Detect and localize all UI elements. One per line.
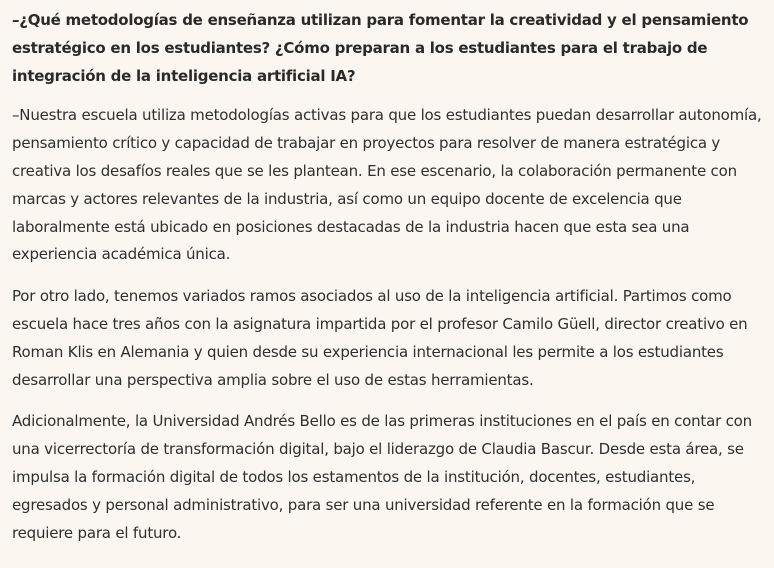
answer-paragraph-2: Por otro lado, tenemos variados ramos asociados al uso de la inteligencia artificial. Partimos como escuela hace tres años con la asignatura impartida por el profesor Camilo Güell, director creativo en Roman Klis en Alemania y quien desde su experiencia internacional les permite a los estudiantes desarrollar una perspectiva amplia sobre el uso de estas herramientas.	[12, 287, 748, 389]
answer-paragraph-1: –Nuestra escuela utiliza metodologías activas para que los estudiantes puedan desarrollar autonomía, pensamiento crítico y capacidad de trabajar en proyectos para resolver de manera estratégica y creativa los desafíos reales que se les plantean. En ese escenario, la colaboración permanente con marcas y actores relevantes de la industria, así como un equipo docente de excelencia que laboralmente está ubicado en posiciones destacadas de la industria hacen que esta sea una experiencia académica única.	[12, 106, 762, 264]
interview-question: –¿Qué metodologías de enseñanza utilizan para fomentar la creatividad y el pensamiento estratégico en los estudiantes? ¿Cómo preparan a los estudiantes para el trabajo de integración de la inteligencia artificial IA?	[12, 11, 749, 85]
answer-paragraph-3: Adicionalmente, la Universidad Andrés Bello es de las primeras instituciones en el país en contar con una vicerrectoría de transformación digital, bajo el liderazgo de Claudia Bascur. Desde esta área, se impulsa la formación digital de todos los estamentos de la institución, docentes, estudiantes, egresados y personal administrativo, para ser una universidad referente en la formación que se requiere para el futuro.	[12, 412, 752, 542]
